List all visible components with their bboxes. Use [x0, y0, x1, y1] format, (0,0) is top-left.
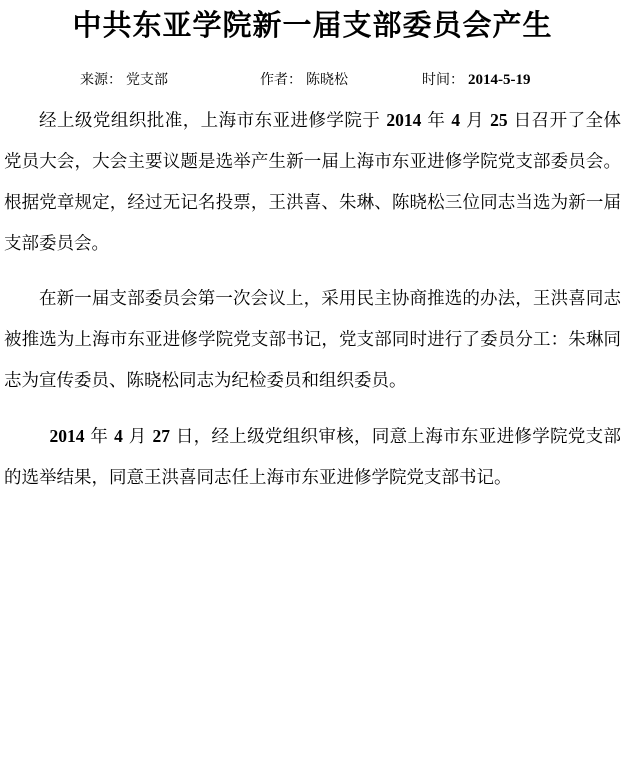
meta-time-label: 时间：: [422, 72, 464, 88]
article-title: 中共东亚学院新一届支部委员会产生: [72, 8, 553, 42]
article-paragraph: 经上级党组织批准，上海市东亚进修学院于 2014 年 4 月 25 日召开了全体党员大会，大会主要议题是选举产生新一届上海市东亚进修学院党支部委员会。根据党章规定，经过无记名投票，王洪喜、朱琳、陈晓松三位同志当选为新一届支部委员会。: [4, 110, 622, 254]
meta-source-value: 党支部: [126, 72, 168, 88]
article-body: [4, 100, 621, 499]
article-meta: [4, 68, 621, 92]
article-paragraph: 在新一届支部委员会第一次会议上，采用民主协商推选的办法，王洪喜同志被推选为上海市东亚进修学院党支部书记，党支部同时进行了委员分工：朱琳同志为宣传委员、陈晓松同志为纪检委员和组织委员。: [4, 289, 621, 391]
meta-time: [422, 68, 531, 92]
meta-author-value: 陈晓松: [306, 72, 348, 88]
meta-author-label: 作者：: [260, 72, 302, 88]
meta-author: [260, 68, 348, 92]
meta-time-value: 2014-5-19: [468, 72, 531, 88]
meta-source: [80, 68, 168, 92]
meta-source-label: 来源：: [80, 72, 122, 88]
article-paragraph: 2014 年 4 月 27 日，经上级党组织审核，同意上海市东亚进修学院党支部的选举结果，同意王洪喜同志任上海市东亚进修学院党支部书记。: [4, 426, 621, 488]
